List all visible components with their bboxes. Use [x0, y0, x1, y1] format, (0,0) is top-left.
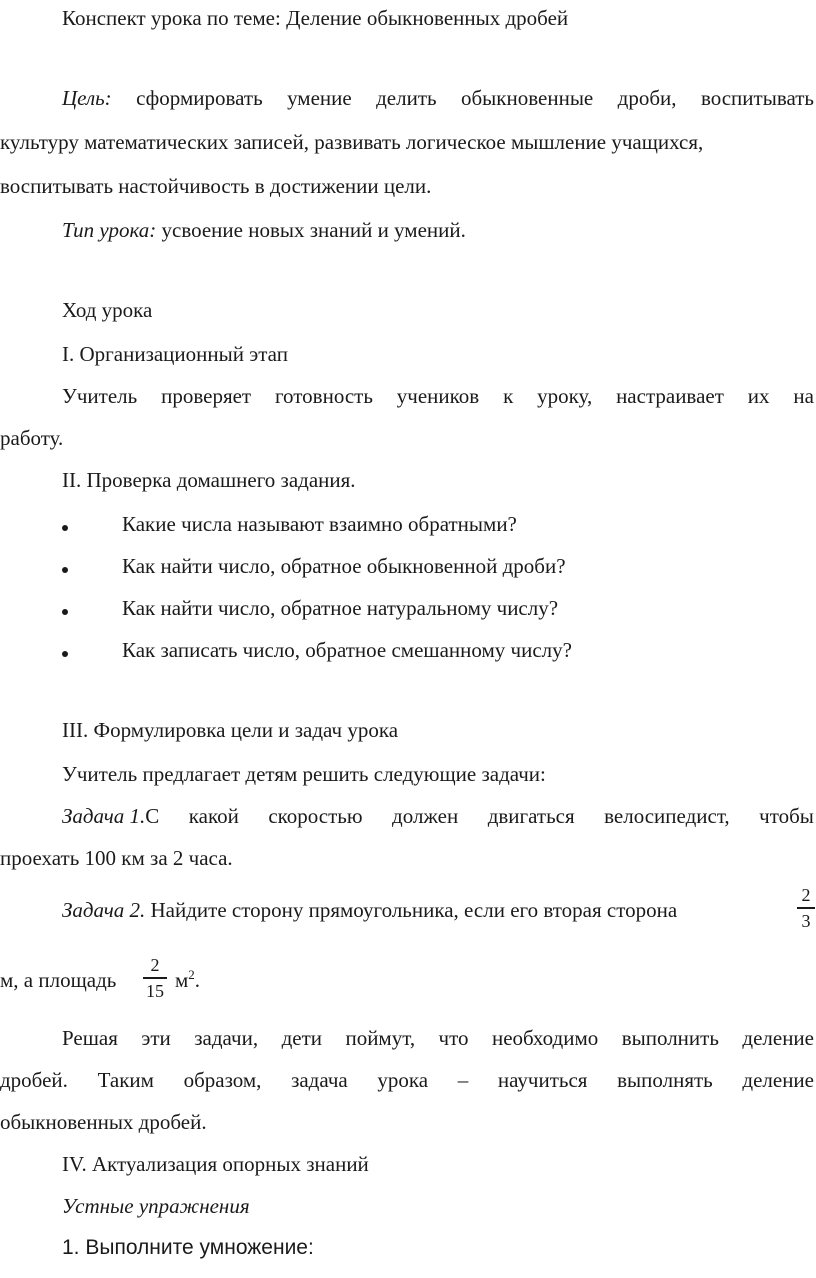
task1-line-2: проехать 100 км за 2 часа. — [0, 846, 233, 870]
exercise-1: 1. Выполните умножение: — [62, 1236, 314, 1259]
document-title: Конспект урока по теме: Деление обыкновенных дробей — [62, 6, 569, 30]
goal-line-3: воспитывать настойчивость в достижении цели. — [0, 174, 432, 198]
stage4-subheading: Устные упражнения — [62, 1194, 250, 1218]
bullet-icon — [62, 525, 68, 531]
question-item: Как найти число, обратное натуральному числу? — [122, 596, 559, 620]
task2-area-unit: $м^2$. — [175, 967, 201, 992]
task1-line-1: Задача 1.С какой скоростью должен двигаться велосипедист, чтобы — [62, 804, 814, 828]
lesson-type-label: Тип урока: — [62, 218, 157, 242]
stage3-heading: III. Формулировка цели и задач урока — [62, 718, 399, 742]
lesson-type-text: усвоение новых знаний и умений. — [161, 218, 466, 242]
bullet-icon — [62, 651, 68, 657]
bullet-icon — [62, 567, 68, 573]
stage4-heading: IV. Актуализация опорных знаний — [62, 1152, 369, 1176]
lesson-type — [62, 216, 466, 244]
task1-label: Задача 1. — [62, 804, 146, 828]
conclusion-line-2: дробей. Таким образом, задача урока – научиться выполнять деление — [0, 1068, 814, 1092]
stage1-text-line-1: Учитель проверяет готовность учеников к уроку, настраивает их на — [62, 384, 814, 408]
course-heading: Ход урока — [62, 298, 153, 322]
task2-label: Задача 2. — [62, 898, 146, 922]
stage2-heading: II. Проверка домашнего задания. — [62, 468, 356, 492]
bullet-icon — [62, 609, 68, 615]
fraction-two-thirds: 2 3 — [797, 884, 815, 932]
stage1-heading: I. Организационный этап — [62, 342, 288, 366]
stage3-intro: Учитель предлагает детям решить следующие задачи: — [62, 762, 546, 786]
conclusion-line-1: Решая эти задачи, дети поймут, что необходимо выполнить деление — [62, 1026, 814, 1050]
task2-line-2-start: м, а площадь — [0, 968, 117, 992]
task2-line-1 — [62, 896, 677, 924]
question-item: Как записать число, обратное смешанному числу? — [122, 638, 572, 662]
question-item: Какие числа называют взаимно обратными? — [122, 512, 517, 536]
fraction-two-fifteenths: 2 15 — [143, 954, 167, 1002]
stage1-text-line-2: работу. — [0, 426, 64, 450]
question-item: Как найти число, обратное обыкновенной дроби? — [122, 554, 566, 578]
goal-line-2: культуру математических записей, развивать логическое мышление учащихся, — [0, 130, 704, 154]
conclusion-line-3: обыкновенных дробей. — [0, 1110, 207, 1134]
goal-label: Цель: — [62, 86, 112, 110]
goal-line-1: Цель: сформировать умение делить обыкновенные дроби, воспитывать — [62, 86, 814, 110]
task2-text: Найдите сторону прямоугольника, если его вторая сторона — [150, 898, 678, 922]
